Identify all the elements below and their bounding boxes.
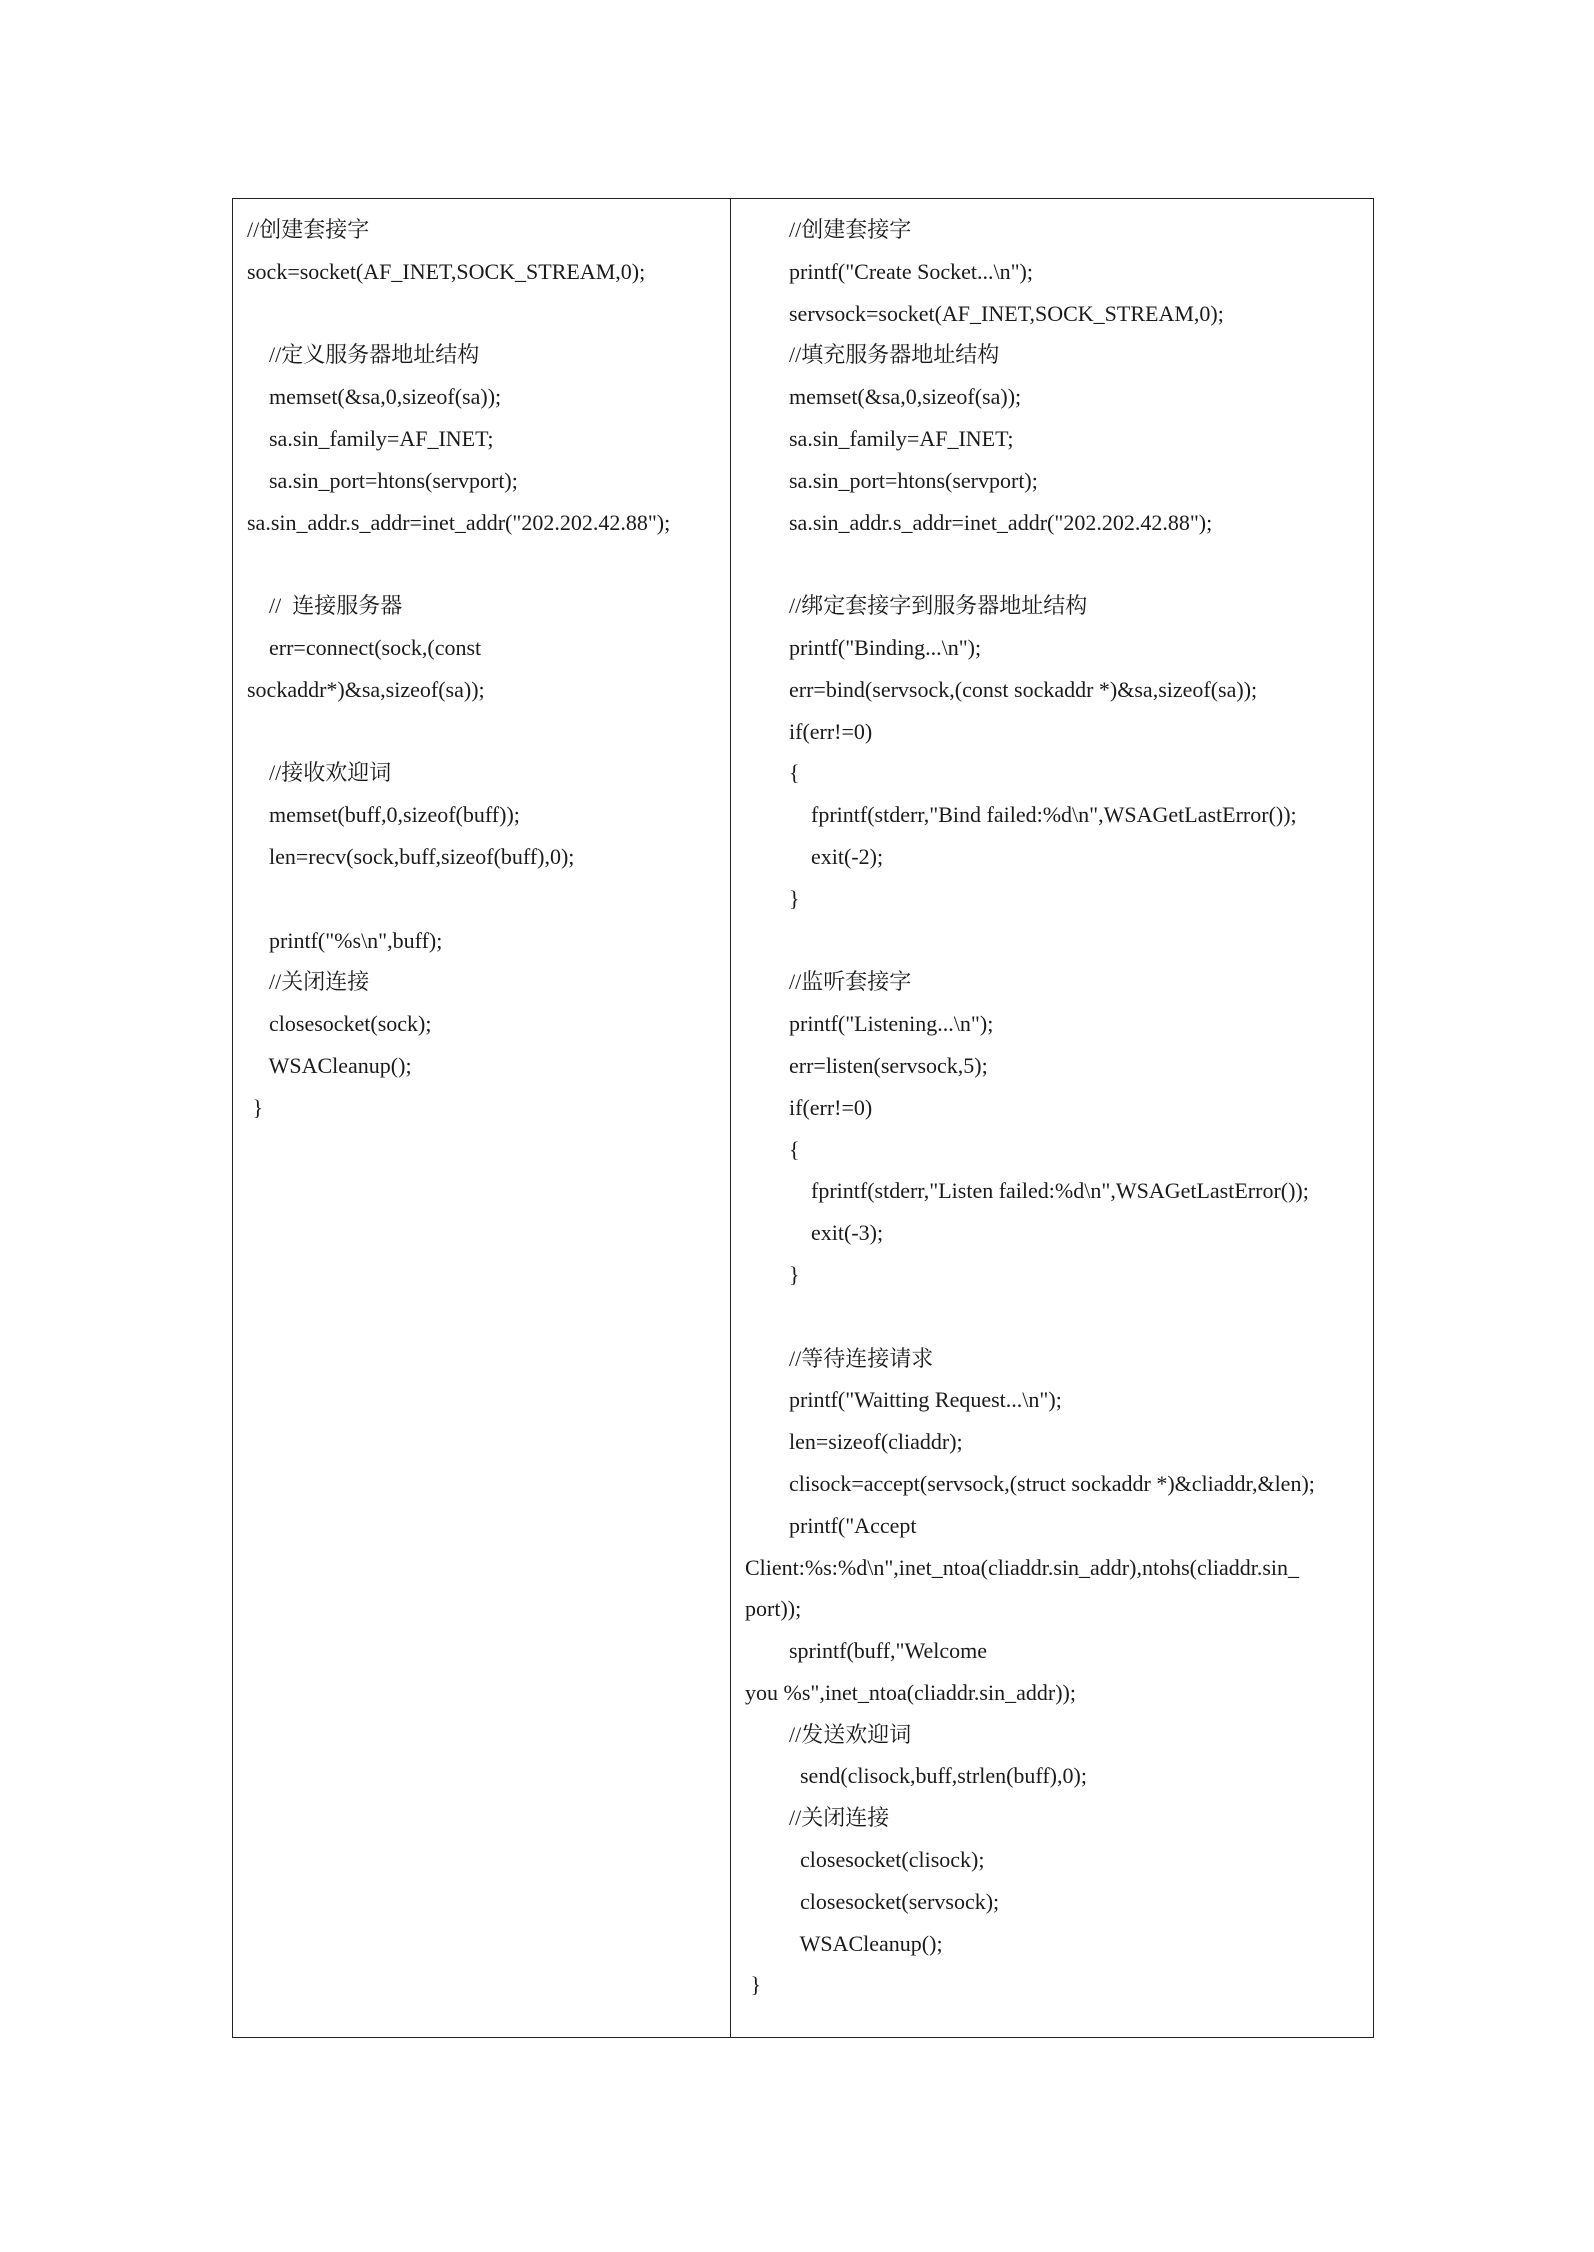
server-code-line: if(err!=0) xyxy=(745,718,873,744)
server-code-line: } xyxy=(745,885,800,911)
server-code-line: sa.sin_family=AF_INET; xyxy=(745,425,1014,451)
client-code-line: printf("%s\n",buff); xyxy=(247,927,443,953)
client-code-line: memset(&sa,0,sizeof(sa)); xyxy=(247,384,502,410)
server-code-line: port)); xyxy=(745,1596,802,1622)
client-code-line: //关闭连接 xyxy=(247,969,370,995)
server-code-line: closesocket(servsock); xyxy=(745,1888,1000,1914)
server-code-line: printf("Accept xyxy=(745,1512,917,1538)
server-code-line: sa.sin_port=htons(servport); xyxy=(745,467,1038,493)
server-code-line: //监听套接字 xyxy=(745,969,912,995)
server-code-line: printf("Listening...\n"); xyxy=(745,1011,994,1037)
server-code-line: sa.sin_addr.s_addr=inet_addr("202.202.42.88"); xyxy=(745,509,1213,535)
server-code-line: exit(-3); xyxy=(745,1220,884,1246)
server-code-line: sprintf(buff,"Welcome xyxy=(745,1638,988,1664)
client-code-line xyxy=(233,543,730,585)
client-code-line xyxy=(233,293,730,335)
server-code-line: WSACleanup(); xyxy=(745,1930,943,1956)
server-code-line: //创建套接字 xyxy=(745,217,912,242)
client-code-line: memset(buff,0,sizeof(buff)); xyxy=(247,802,520,828)
server-code-line: err=bind(servsock,(const sockaddr *)&sa,sizeof(sa)); xyxy=(745,676,1258,702)
server-code-line: len=sizeof(cliaddr); xyxy=(745,1429,963,1455)
server-code-line: send(clisock,buff,strlen(buff),0); xyxy=(745,1763,1087,1789)
server-code-line: servsock=socket(AF_INET,SOCK_STREAM,0); xyxy=(745,300,1224,326)
client-code-column xyxy=(233,199,731,2037)
server-code-line: //填充服务器地址结构 xyxy=(745,342,1000,368)
server-code-line: //等待连接请求 xyxy=(745,1345,934,1371)
server-code-line xyxy=(731,1296,1373,1338)
client-code-line: //接收欢迎词 xyxy=(247,760,392,786)
server-code-line: fprintf(stderr,"Listen failed:%d\n",WSAGetLastError()); xyxy=(745,1178,1309,1204)
server-code-line: { xyxy=(745,760,800,786)
server-code-line: Client:%s:%d\n",inet_ntoa(cliaddr.sin_addr),ntohs(cliaddr.sin_ xyxy=(745,1554,1299,1580)
client-code-line: closesocket(sock); xyxy=(247,1011,432,1037)
server-code-line: } xyxy=(745,1972,762,1998)
server-code-line: exit(-2); xyxy=(745,843,884,869)
client-code-line: sockaddr*)&sa,sizeof(sa)); xyxy=(247,676,485,702)
server-code-column xyxy=(731,199,1373,2037)
server-code-line: you %s",inet_ntoa(cliaddr.sin_addr)); xyxy=(745,1679,1076,1705)
client-code-line: // 连接服务器 xyxy=(247,593,403,619)
server-code-line xyxy=(731,543,1373,585)
server-code-line: //绑定套接字到服务器地址结构 xyxy=(745,593,1088,619)
server-code-line: fprintf(stderr,"Bind failed:%d\n",WSAGetLastError()); xyxy=(745,802,1297,828)
server-code-line: printf("Binding...\n"); xyxy=(745,634,982,660)
client-code-line: sa.sin_addr.s_addr=inet_addr("202.202.42.88"); xyxy=(247,509,671,535)
server-code-line xyxy=(731,920,1373,962)
server-code-line: memset(&sa,0,sizeof(sa)); xyxy=(745,384,1022,410)
client-code-line: WSACleanup(); xyxy=(247,1052,412,1078)
server-code-line: //发送欢迎词 xyxy=(745,1721,912,1747)
server-code-line: closesocket(clisock); xyxy=(745,1847,985,1873)
client-code-lines xyxy=(233,209,730,1129)
client-code-line xyxy=(233,878,730,920)
server-code-line: clisock=accept(servsock,(struct sockaddr *)&cliaddr,&len); xyxy=(745,1470,1315,1496)
client-code-line: //定义服务器地址结构 xyxy=(247,342,480,368)
client-code-line: sa.sin_port=htons(servport); xyxy=(247,467,518,493)
server-code-line: { xyxy=(745,1136,800,1162)
client-code-line: } xyxy=(247,1094,264,1120)
server-code-line: } xyxy=(745,1261,800,1287)
client-code-line: len=recv(sock,buff,sizeof(buff),0); xyxy=(247,843,575,869)
server-code-line: printf("Waitting Request...\n"); xyxy=(745,1387,1062,1413)
client-code-line: err=connect(sock,(const xyxy=(247,634,482,660)
server-code-line: if(err!=0) xyxy=(745,1094,873,1120)
client-code-line: sa.sin_family=AF_INET; xyxy=(247,425,494,451)
client-code-line: sock=socket(AF_INET,SOCK_STREAM,0); xyxy=(247,258,646,284)
server-code-lines xyxy=(731,209,1373,2006)
server-code-line: err=listen(servsock,5); xyxy=(745,1052,988,1078)
client-code-line: //创建套接字 xyxy=(247,217,370,242)
server-code-line: printf("Create Socket...\n"); xyxy=(745,258,1033,284)
client-code-line xyxy=(233,711,730,753)
code-comparison-table xyxy=(232,198,1374,2038)
server-code-line: //关闭连接 xyxy=(745,1805,890,1831)
